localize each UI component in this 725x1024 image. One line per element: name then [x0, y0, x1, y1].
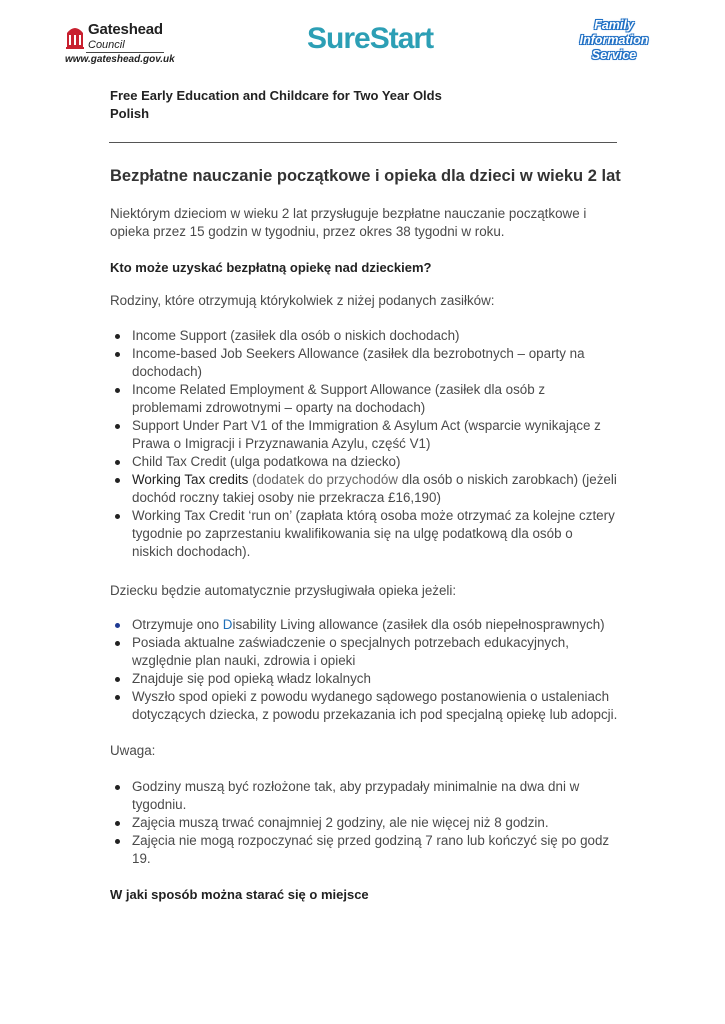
- list-item: [110, 814, 620, 832]
- bullet-icon: [115, 352, 120, 357]
- bullet-icon: [115, 334, 120, 339]
- bullet-icon: [115, 821, 120, 826]
- document-subject: Free Early Education and Childcare for Two Year Olds: [110, 88, 442, 103]
- fis-word-family: Family: [594, 18, 634, 32]
- gateshead-council-label: Council: [88, 39, 125, 51]
- list-item-text: tygodniu.: [132, 797, 187, 812]
- note-label: Uwaga:: [110, 743, 156, 758]
- list-item: [110, 471, 620, 507]
- list-item: [110, 832, 620, 868]
- surestart-word-sure: Sure: [307, 22, 370, 55]
- list-item-text: dochodach): [132, 364, 202, 379]
- gateshead-council-logo: [62, 20, 175, 70]
- list-item-text: Zajęcia nie mogą rozpoczynać się przed godziną 7 rano lub kończyć się po godz: [132, 833, 610, 848]
- bullet-icon: [115, 514, 120, 519]
- list-item-text: problemami zdrowotnymi – oparty na dochodach): [132, 400, 426, 415]
- list-item-text: Wyszło spod opieki z powodu wydanego sądowego postanowienia o ustaleniach: [132, 689, 610, 704]
- list-item-text: Znajduje się pod opieką władz lokalnych: [132, 671, 371, 686]
- list-item: [110, 670, 620, 688]
- list-item-text: Working Tax credits: [132, 472, 249, 487]
- bullet-icon: [115, 460, 120, 465]
- list-item-text: Zajęcia muszą trwać conajmniej 2 godziny, ale nie więcej niż 8 godzin.: [132, 815, 549, 830]
- list-item-text: Income Support (zasiłek dla osób o niskich dochodach): [132, 328, 460, 343]
- fis-word-information: Information: [579, 33, 649, 47]
- bullet-icon: [115, 839, 120, 844]
- bullet-icon: [115, 677, 120, 682]
- list-item-text: 19.: [132, 851, 151, 866]
- list-item-text: Support Under Part V1 of the Immigration & Asylum Act (wsparcie wynikające z: [132, 418, 601, 433]
- gateshead-underline: [86, 52, 164, 53]
- list-item-text: tygodnie po zaprzestaniu kwalifikowania się na ulgę podatkową dla osób o: [132, 526, 573, 541]
- list-item: [110, 453, 620, 471]
- section-heading-eligibility: Kto może uzyskać bezpłatną opiekę nad dzieckiem?: [110, 260, 432, 275]
- bullet-icon: [115, 641, 120, 646]
- list-item-text: Child Tax Credit (ulga podatkowa na dziecko): [132, 454, 401, 469]
- gateshead-name: Gateshead: [88, 21, 163, 38]
- automatic-eligibility-list: [110, 616, 620, 724]
- list-item-text: dla osób o niskich zarobkach) (jeżeli: [397, 472, 617, 487]
- list-item: [110, 345, 620, 381]
- list-item-text: isability Living allowance (zasiłek dla osób niepełnosprawnych): [232, 617, 605, 632]
- bullet-icon: [115, 623, 120, 628]
- benefits-list: [110, 327, 620, 561]
- list-item-text: Working Tax Credit ‘run on’ (zapłata którą osoba może otrzymać za kolejne cztery: [132, 508, 615, 523]
- automatic-eligibility-intro: Dziecku będzie automatycznie przysługiwała opieka jeżeli:: [110, 583, 457, 598]
- list-item-text: dotyczących dziecka, z powodu przekazania ich pod specjalną opiekę lub adopcji.: [132, 707, 618, 722]
- list-item-text: D: [222, 617, 233, 632]
- list-item: [110, 327, 620, 345]
- list-item-text: (dodatek do przychodów: [248, 472, 398, 487]
- document-language: Polish: [110, 106, 150, 121]
- list-item: [110, 688, 620, 724]
- list-item: [110, 417, 620, 453]
- list-item: [110, 616, 620, 634]
- list-item-text: względnie plan nauki, zdrowia i opieki: [132, 653, 356, 668]
- family-information-service-logo: [566, 18, 662, 63]
- surestart-logo: [307, 22, 433, 56]
- list-item-text: Income Related Employment & Support Allowance (zasiłek dla osób z: [132, 382, 546, 397]
- list-item: [110, 507, 620, 561]
- fis-word-service: Service: [591, 48, 637, 62]
- list-item-text: Prawa o Imigracji i Przyznawania Azylu, część V1): [132, 436, 431, 451]
- bullet-icon: [115, 785, 120, 790]
- bullet-icon: [115, 695, 120, 700]
- document-header: [0, 0, 725, 80]
- list-item-text: Otrzymuje ono: [132, 617, 223, 632]
- page-title: Bezpłatne nauczanie początkowe i opieka dla dzieci w wieku 2 lat: [110, 167, 621, 185]
- bullet-icon: [115, 424, 120, 429]
- civic-centre-icon: [65, 23, 85, 49]
- list-item-text: Posiada aktualne zaświadczenie o specjalnych potrzebach edukacyjnych,: [132, 635, 569, 650]
- bullet-icon: [115, 388, 120, 393]
- list-item: [110, 634, 620, 670]
- list-item-text: niskich dochodach).: [132, 544, 251, 559]
- intro-line-1: Niektórym dzieciom w wieku 2 lat przysługuje bezpłatne nauczanie początkowe i: [110, 206, 587, 221]
- section-heading-application: W jaki sposób można starać się o miejsce: [110, 887, 369, 902]
- intro-paragraph: [110, 205, 610, 241]
- list-item-text: Income-based Job Seekers Allowance (zasiłek dla bezrobotnych – oparty na: [132, 346, 585, 361]
- list-item-text: dochód roczny takiej osoby nie przekracza £16,190): [132, 490, 441, 505]
- list-item: [110, 381, 620, 417]
- list-item-text: Godziny muszą być rozłożone tak, aby przypadały minimalnie na dwa dni w: [132, 779, 580, 794]
- bullet-icon: [115, 478, 120, 483]
- gateshead-url: www.gateshead.gov.uk: [65, 54, 175, 65]
- header-divider: [109, 142, 617, 143]
- notes-list: [110, 778, 620, 868]
- surestart-word-start: Start: [369, 22, 434, 55]
- list-item: [110, 778, 620, 814]
- intro-line-2: opieka przez 15 godzin w tygodniu, przez okres 38 tygodni w roku.: [110, 224, 505, 239]
- benefits-intro: Rodziny, które otrzymują którykolwiek z niżej podanych zasiłków:: [110, 293, 495, 308]
